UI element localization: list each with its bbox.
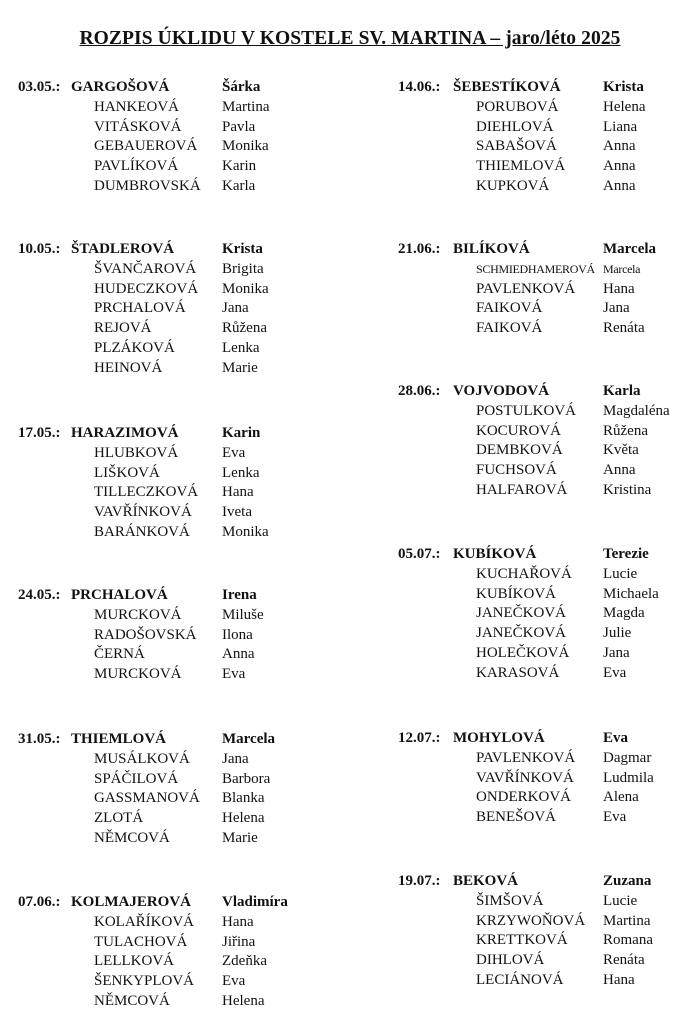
member-row [18, 645, 348, 665]
schedule-group [18, 586, 348, 685]
page-title: ROZPIS ÚKLIDU V KOSTELE SV. MARTINA – jaro/léto 2025 [79, 28, 621, 49]
member-surname: ŠVANČAROVÁ [94, 260, 197, 277]
member-surname: KOCUROVÁ [476, 422, 562, 439]
member-row [18, 98, 348, 118]
member-surname: KARASOVÁ [476, 664, 560, 681]
member-first-name: Eva [603, 664, 627, 681]
member-first-name: Barbora [222, 770, 271, 787]
member-row [18, 829, 348, 849]
schedule-group [398, 872, 700, 991]
member-row [18, 177, 348, 197]
leader-surname: KUBÍKOVÁ [453, 546, 537, 562]
member-surname: HUDECZKOVÁ [94, 280, 199, 297]
member-first-name: Pavla [222, 118, 256, 135]
member-row [398, 788, 700, 808]
member-first-name: Zdeňka [222, 953, 267, 970]
member-surname: HOLEČKOVÁ [476, 644, 570, 661]
group-header-row [18, 424, 348, 444]
group-header-row [398, 545, 700, 565]
member-row [398, 971, 700, 991]
member-first-name: Magdaléna [603, 402, 670, 419]
member-first-name: Eva [222, 666, 246, 683]
member-row [18, 299, 348, 319]
member-first-name: Monika [222, 523, 269, 540]
member-surname: DIHLOVÁ [476, 952, 545, 969]
member-row [18, 606, 348, 626]
member-first-name: Monika [222, 138, 269, 155]
member-first-name: Jana [603, 644, 630, 661]
member-surname: BENEŠOVÁ [476, 809, 557, 826]
member-surname: TULACHOVÁ [94, 933, 188, 950]
group-header-row [18, 893, 348, 913]
member-surname: SABAŠOVÁ [476, 138, 557, 155]
member-surname: FAIKOVÁ [476, 320, 543, 337]
member-surname: FAIKOVÁ [476, 300, 543, 317]
schedule-group [18, 240, 348, 379]
member-row [398, 749, 700, 769]
member-surname: HANKEOVÁ [94, 98, 179, 115]
cleaning-date: 14.06.: [398, 79, 441, 95]
member-row [398, 769, 700, 789]
member-first-name: Michaela [603, 585, 659, 602]
leader-first-name: Krista [222, 241, 263, 257]
member-first-name: Lucie [603, 565, 638, 582]
member-first-name: Dagmar [603, 749, 652, 766]
member-row [18, 789, 348, 809]
cleaning-date: 31.05.: [18, 731, 61, 747]
member-row [398, 260, 700, 280]
schedule-group [18, 730, 348, 849]
member-surname: KUCHAŘOVÁ [476, 565, 572, 582]
member-first-name: Helena [222, 992, 265, 1009]
member-surname: TILLECZKOVÁ [94, 484, 199, 501]
member-first-name: Blanka [222, 790, 265, 807]
leader-first-name: Marcela [603, 241, 657, 257]
leader-surname: HARAZIMOVÁ [71, 425, 179, 441]
schedule-group [398, 240, 700, 339]
member-row [18, 157, 348, 177]
member-row [398, 319, 700, 339]
member-surname: ČERNÁ [94, 646, 145, 663]
member-row [398, 137, 700, 157]
member-surname: SPÁČILOVÁ [94, 770, 179, 787]
member-surname: JANEČKOVÁ [476, 605, 566, 622]
member-first-name: Marcela [603, 261, 641, 276]
cleaning-date: 21.06.: [398, 241, 441, 257]
group-header-row [18, 240, 348, 260]
cleaning-date: 28.06.: [398, 383, 441, 399]
schedule-group [18, 424, 348, 543]
member-first-name: Magda [603, 605, 645, 622]
cleaning-date: 12.07.: [398, 730, 441, 746]
member-surname: MURCKOVÁ [94, 606, 182, 623]
member-surname: REJOVÁ [94, 320, 152, 337]
member-row [398, 585, 700, 605]
member-surname: HEINOVÁ [94, 359, 163, 376]
member-first-name: Helena [222, 810, 265, 827]
member-row [398, 644, 700, 664]
member-surname: PAVLENKOVÁ [476, 280, 576, 297]
cleaning-date: 07.06.: [18, 894, 61, 910]
member-first-name: Růžena [222, 320, 267, 337]
leader-surname: BEKOVÁ [453, 873, 519, 889]
member-surname: LECIÁNOVÁ [476, 971, 564, 988]
leader-surname: MOHYLOVÁ [453, 730, 545, 746]
member-first-name: Alena [603, 789, 639, 806]
member-first-name: Liana [603, 118, 638, 135]
member-row [398, 808, 700, 828]
member-first-name: Lenka [222, 464, 260, 481]
member-first-name: Iveta [222, 504, 252, 521]
member-row [18, 319, 348, 339]
group-header-row [398, 240, 700, 260]
member-row [398, 931, 700, 951]
schedule-group [398, 78, 700, 197]
member-first-name: Anna [603, 177, 636, 194]
member-surname: KOLAŘÍKOVÁ [94, 913, 194, 930]
cleaning-date: 10.05.: [18, 241, 61, 257]
leader-surname: KOLMAJEROVÁ [71, 894, 191, 910]
member-surname: ZLOTÁ [94, 810, 144, 827]
group-header-row [398, 872, 700, 892]
group-header-row [398, 382, 700, 402]
member-surname: POSTULKOVÁ [476, 402, 577, 419]
member-first-name: Martina [603, 912, 651, 929]
leader-surname: PRCHALOVÁ [71, 587, 168, 603]
member-first-name: Ludmila [603, 769, 654, 786]
leader-surname: VOJVODOVÁ [453, 383, 550, 399]
member-row [398, 402, 700, 422]
member-first-name: Karla [222, 177, 256, 194]
member-surname: KRZYWOŇOVÁ [476, 912, 586, 929]
leader-surname: BILÍKOVÁ [453, 241, 530, 257]
member-first-name: Jiřina [222, 933, 256, 950]
member-surname: DUMBROVSKÁ [94, 177, 201, 194]
cleaning-date: 03.05.: [18, 79, 61, 95]
member-first-name: Brigita [222, 260, 264, 277]
member-row [398, 98, 700, 118]
member-surname: LIŠKOVÁ [94, 464, 160, 481]
group-header-row [398, 729, 700, 749]
member-row [18, 952, 348, 972]
member-row [398, 481, 700, 501]
leader-first-name: Karla [603, 383, 641, 399]
member-surname: PAVLÍKOVÁ [94, 158, 179, 175]
member-row [18, 665, 348, 685]
member-first-name: Martina [222, 98, 270, 115]
member-surname: DEMBKOVÁ [476, 442, 563, 459]
member-surname: FUCHSOVÁ [476, 462, 557, 479]
member-row [398, 422, 700, 442]
member-row [18, 444, 348, 464]
member-surname: PRCHALOVÁ [94, 300, 186, 317]
member-first-name: Marie [222, 359, 258, 376]
schedule-group [18, 78, 348, 197]
member-first-name: Anna [222, 646, 255, 663]
member-surname: NĚMCOVÁ [94, 829, 170, 846]
member-row [398, 299, 700, 319]
member-surname: HLUBKOVÁ [94, 444, 179, 461]
member-row [398, 280, 700, 300]
member-surname: PAVLENKOVÁ [476, 749, 576, 766]
group-header-row [18, 78, 348, 98]
member-row [18, 992, 348, 1012]
member-surname: MUSÁLKOVÁ [94, 750, 190, 767]
member-row [18, 809, 348, 829]
member-first-name: Ilona [222, 626, 253, 643]
member-surname: PLZÁKOVÁ [94, 339, 175, 356]
cleaning-date: 05.07.: [398, 546, 441, 562]
member-row [398, 461, 700, 481]
leader-first-name: Krista [603, 79, 644, 95]
member-row [18, 523, 348, 543]
member-surname: HALFAROVÁ [476, 481, 568, 498]
member-first-name: Romana [603, 932, 653, 949]
member-first-name: Miluše [222, 606, 264, 623]
leader-first-name: Karin [222, 425, 261, 441]
member-surname: GASSMANOVÁ [94, 790, 200, 807]
member-surname: THIEMLOVÁ [476, 158, 566, 175]
member-first-name: Anna [603, 158, 636, 175]
member-row [18, 972, 348, 992]
leader-first-name: Vladimíra [222, 894, 288, 910]
member-row [18, 483, 348, 503]
leader-first-name: Irena [222, 587, 257, 603]
member-first-name: Helena [603, 98, 646, 115]
member-row [18, 933, 348, 953]
member-surname: KRETTKOVÁ [476, 932, 568, 949]
member-row [398, 565, 700, 585]
member-surname: BARÁNKOVÁ [94, 523, 190, 540]
member-surname: MURCKOVÁ [94, 666, 182, 683]
member-first-name: Eva [603, 809, 627, 826]
member-row [18, 260, 348, 280]
leader-surname: ŠEBESTÍKOVÁ [453, 79, 561, 95]
schedule-group [18, 893, 348, 1012]
member-surname: LELLKOVÁ [94, 953, 174, 970]
member-surname: GEBAUEROVÁ [94, 138, 198, 155]
member-surname: VITÁSKOVÁ [94, 118, 182, 135]
member-row [18, 339, 348, 359]
member-first-name: Hana [222, 913, 254, 930]
member-row [398, 912, 700, 932]
group-header-row [18, 586, 348, 606]
leader-first-name: Eva [603, 730, 629, 746]
member-surname: JANEČKOVÁ [476, 625, 566, 642]
leader-surname: THIEMLOVÁ [71, 731, 167, 747]
member-surname: SCHMIEDHAMEROVÁ [476, 261, 595, 276]
member-first-name: Květa [603, 442, 639, 459]
leader-surname: ŠTADLEROVÁ [71, 241, 175, 257]
member-row [398, 157, 700, 177]
member-row [18, 913, 348, 933]
member-row [18, 750, 348, 770]
cleaning-date: 17.05.: [18, 425, 61, 441]
member-first-name: Renáta [603, 952, 645, 969]
member-row [398, 177, 700, 197]
member-row [398, 624, 700, 644]
member-first-name: Anna [603, 138, 636, 155]
schedule-group [398, 382, 700, 501]
member-surname: VAVŘÍNKOVÁ [476, 769, 574, 786]
member-surname: PORUBOVÁ [476, 98, 559, 115]
member-surname: ŠIMŠOVÁ [476, 892, 544, 909]
leader-first-name: Zuzana [603, 873, 652, 889]
group-header-row [398, 78, 700, 98]
cleaning-date: 19.07.: [398, 873, 441, 889]
member-row [18, 137, 348, 157]
schedule-group [398, 545, 700, 684]
member-first-name: Jana [603, 300, 630, 317]
leader-surname: GARGOŠOVÁ [71, 79, 170, 95]
member-surname: ŠENKYPLOVÁ [94, 973, 195, 990]
member-first-name: Julie [603, 625, 632, 642]
leader-first-name: Terezie [603, 546, 649, 562]
member-row [398, 604, 700, 624]
member-first-name: Marie [222, 829, 258, 846]
member-surname: VAVŘÍNKOVÁ [94, 504, 192, 521]
member-row [18, 280, 348, 300]
member-row [18, 464, 348, 484]
member-row [398, 892, 700, 912]
member-first-name: Hana [603, 971, 635, 988]
member-row [398, 441, 700, 461]
member-surname: KUBÍKOVÁ [476, 585, 556, 602]
member-surname: DIEHLOVÁ [476, 118, 554, 135]
member-first-name: Lucie [603, 892, 638, 909]
member-first-name: Renáta [603, 320, 645, 337]
member-row [398, 118, 700, 138]
member-row [18, 626, 348, 646]
schedule-group [398, 729, 700, 828]
member-row [398, 664, 700, 684]
member-first-name: Eva [222, 973, 246, 990]
member-row [18, 118, 348, 138]
member-row [18, 359, 348, 379]
member-surname: RADOŠOVSKÁ [94, 626, 197, 643]
member-surname: NĚMCOVÁ [94, 992, 170, 1009]
member-first-name: Kristina [603, 481, 652, 498]
member-first-name: Jana [222, 300, 249, 317]
member-row [18, 503, 348, 523]
member-first-name: Karin [222, 158, 257, 175]
cleaning-date: 24.05.: [18, 587, 61, 603]
group-header-row [18, 730, 348, 750]
member-surname: KUPKOVÁ [476, 177, 550, 194]
leader-first-name: Marcela [222, 731, 276, 747]
member-first-name: Eva [222, 444, 246, 461]
member-first-name: Hana [603, 280, 635, 297]
member-row [398, 951, 700, 971]
leader-first-name: Šárka [222, 79, 261, 95]
member-first-name: Lenka [222, 339, 260, 356]
member-row [18, 770, 348, 790]
member-first-name: Hana [222, 484, 254, 501]
member-first-name: Růžena [603, 422, 648, 439]
member-surname: ONDERKOVÁ [476, 789, 571, 806]
member-first-name: Monika [222, 280, 269, 297]
member-first-name: Anna [603, 462, 636, 479]
member-first-name: Jana [222, 750, 249, 767]
